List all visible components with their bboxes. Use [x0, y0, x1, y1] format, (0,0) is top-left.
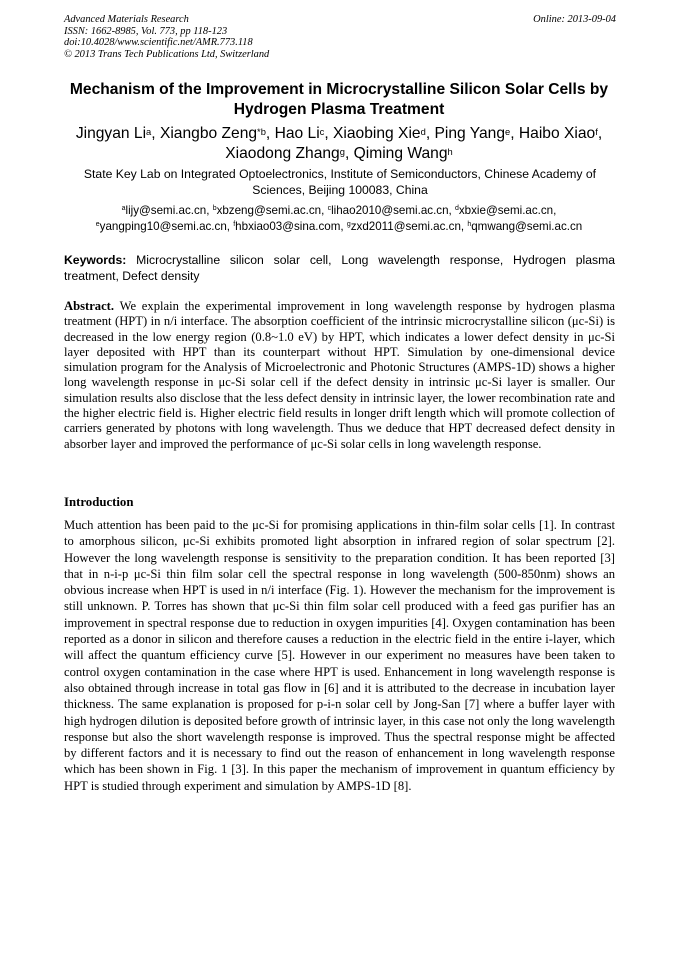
author: Xiaobing Xie: [333, 125, 421, 142]
introduction-paragraph: Much attention has been paid to the μc-Si for promising applications in thin-film solar cells [1]. In contrast to amorphous silicon, μc-Si exhibits promoted light absorption in infrared region of solar spectrum [2]. However the long wavelength response is sensitivity to the preparation condition. It has been reported [3] that in n-i-p μc-Si thin film solar cell the spectral response in long wavelength (500-850nm) shows an obvious increase when HPT is used in n/i interface (Fig. 1). However the mechanism for the improvement is still unknown. P. Torres has shown that μc-Si thin film solar cell produced with a feed gas purifier has an improvement in spectral response due to reduction in oxygen impurities [4]. Oxygen contamination has been reported as a donor in silicon and therefore causes a reduction in the electric field in the entire i-layer, which will affect the quantum efficiency curve [5]. However in our experiment no measures have been taken to control oxygen contamination in the case where HPT is used. Enhancement in long wavelength response is also obtained through increase in total gas flow in [6] and it is attributed to the decrease in incubation layer thickness. The same explanation is proposed for p-i-n solar cell by Jong-San [7] where a buffer layer with high hydrogen dilution is deposited before growth of intrinsic layer, in this case not only the long wavelength response but also the short wavelength response is improved. Thus the spectral response might be affected by different factors and it is necessary to find out the reason of enhancement in long wavelength response which has been shown in Fig. 1 [3]. In this paper the mechanism of improvement in quantum efficiency by HPT is studied through experiment and simulation by AMPS-1D [8].: [64, 518, 615, 793]
author-sup: a: [146, 127, 152, 137]
issn-line: ISSN: 1662-8985, Vol. 773, pp 118-123: [64, 25, 228, 37]
author-sup: *b: [257, 127, 266, 137]
email: xbzeng@semi.ac.cn: [216, 204, 322, 217]
email: zxd2011@semi.ac.cn: [350, 220, 461, 233]
abstract-text: We explain the experimental improvement in long wavelength response by hydrogen plasma treatment (HPT) in n/i interface. The absorption coefficient of the intrinsic microcrystalline silicon (μc-Si) is decreased in the low energy region (0.8~1.0 eV) by HPT, which indicates a lower defect density in μc-Si layer deposited with HPT than its counterpart without HPT. Simulation by one-dimensional device simulation program for the Analysis of Microelectronic and Photonic Structures (AMPS-1D) shows a higher long wavelength response in μc-Si solar cell if the defect density in intrinsic μc-Si layer is smaller. Our simulation results also disclose that the less defect density in intrinsic layer, the lower recombination rate and the higher electric field is. Higher electric field results in longer drift length which will promote collection of carriers generated by photons with long wavelength. Thus we deduce that HPT decreased defect density in absorber layer and improved the performance of μc-Si solar cells in long wavelength response.: [64, 299, 615, 451]
abstract-label: Abstract.: [64, 299, 115, 313]
email: xbxie@semi.ac.cn: [458, 204, 554, 217]
email-sup: h: [467, 221, 472, 228]
author-sup: g: [339, 147, 345, 157]
author-list: Jingyan Li$^a$, Xiangbo Zeng$^{*b}$, Hao Li$^c$, Xiaobing Xie$^d$, Ping Yang$^e$, Haibo Xiao$^f$, Xiaodong Zhang$^g$, Qiming Wang$^h$: [75, 125, 603, 162]
copyright-line: © 2013 Trans Tech Publications Ltd, Switzerland: [64, 48, 270, 60]
author-sup: e: [505, 127, 511, 137]
author: Xiangbo Zeng: [159, 125, 258, 142]
keywords: [64, 252, 615, 284]
section-heading-introduction: Introduction: [64, 495, 134, 509]
author: Hao Li: [274, 125, 320, 142]
author-sup: d: [420, 127, 426, 137]
author: Jingyan Li: [75, 125, 147, 142]
author-sup: h: [447, 147, 453, 157]
email-sup: e: [95, 221, 100, 228]
author-sup: f: [595, 127, 598, 137]
author: Haibo Xiao: [518, 125, 596, 142]
online-date: Online: 2013-09-04: [533, 14, 616, 25]
affiliation: State Key Lab on Integrated Optoelectronics, Institute of Semiconductors, Chinese Academy of Sciences, Beijing 100083, China: [83, 167, 597, 197]
journal-name: Advanced Materials Research: [64, 14, 189, 25]
keywords-label: Keywords:: [64, 253, 127, 267]
email-sup: g: [346, 221, 351, 228]
keywords-text: Microcrystalline silicon solar cell, Long wavelength response, Hydrogen plasma treatment, Defect density: [64, 253, 616, 283]
doi-line: doi:10.4028/www.scientific.net/AMR.773.118: [64, 37, 253, 49]
email-sup: a: [121, 205, 126, 212]
abstract: [64, 299, 615, 452]
author: Qiming Wang: [353, 145, 448, 162]
email-sup: b: [212, 205, 217, 212]
paper-title: Mechanism of the Improvement in Microcrystalline Silicon Solar Cells by Hydrogen Plasma Treatment: [69, 81, 609, 118]
email-sup: f: [233, 221, 236, 228]
journal-header: [64, 14, 616, 60]
email-sup: d: [455, 205, 459, 212]
email: lijy@semi.ac.cn: [125, 204, 207, 217]
email: yangping10@semi.ac.cn: [99, 220, 227, 233]
email-sup: c: [327, 205, 332, 212]
author: Xiaodong Zhang: [225, 145, 340, 162]
email: qmwang@semi.ac.cn: [471, 220, 583, 233]
email: lihao2010@semi.ac.cn: [331, 204, 449, 217]
author-sup: c: [319, 127, 325, 137]
introduction-text: [64, 517, 615, 794]
author: Ping Yang: [434, 125, 506, 142]
email-list: $^a$lijy@semi.ac.cn, $^b$xbzeng@semi.ac.cn, $^c$lihao2010@semi.ac.cn, $^d$xbxie@semi.ac.cn, $^e$yangping10@semi.ac.cn, $^f$hbxiao03@sina.com, $^g$zxd2011@semi.ac.cn, $^h$qmwang@semi.ac.cn: [95, 204, 583, 233]
email: hbxiao03@sina.com: [235, 220, 341, 233]
